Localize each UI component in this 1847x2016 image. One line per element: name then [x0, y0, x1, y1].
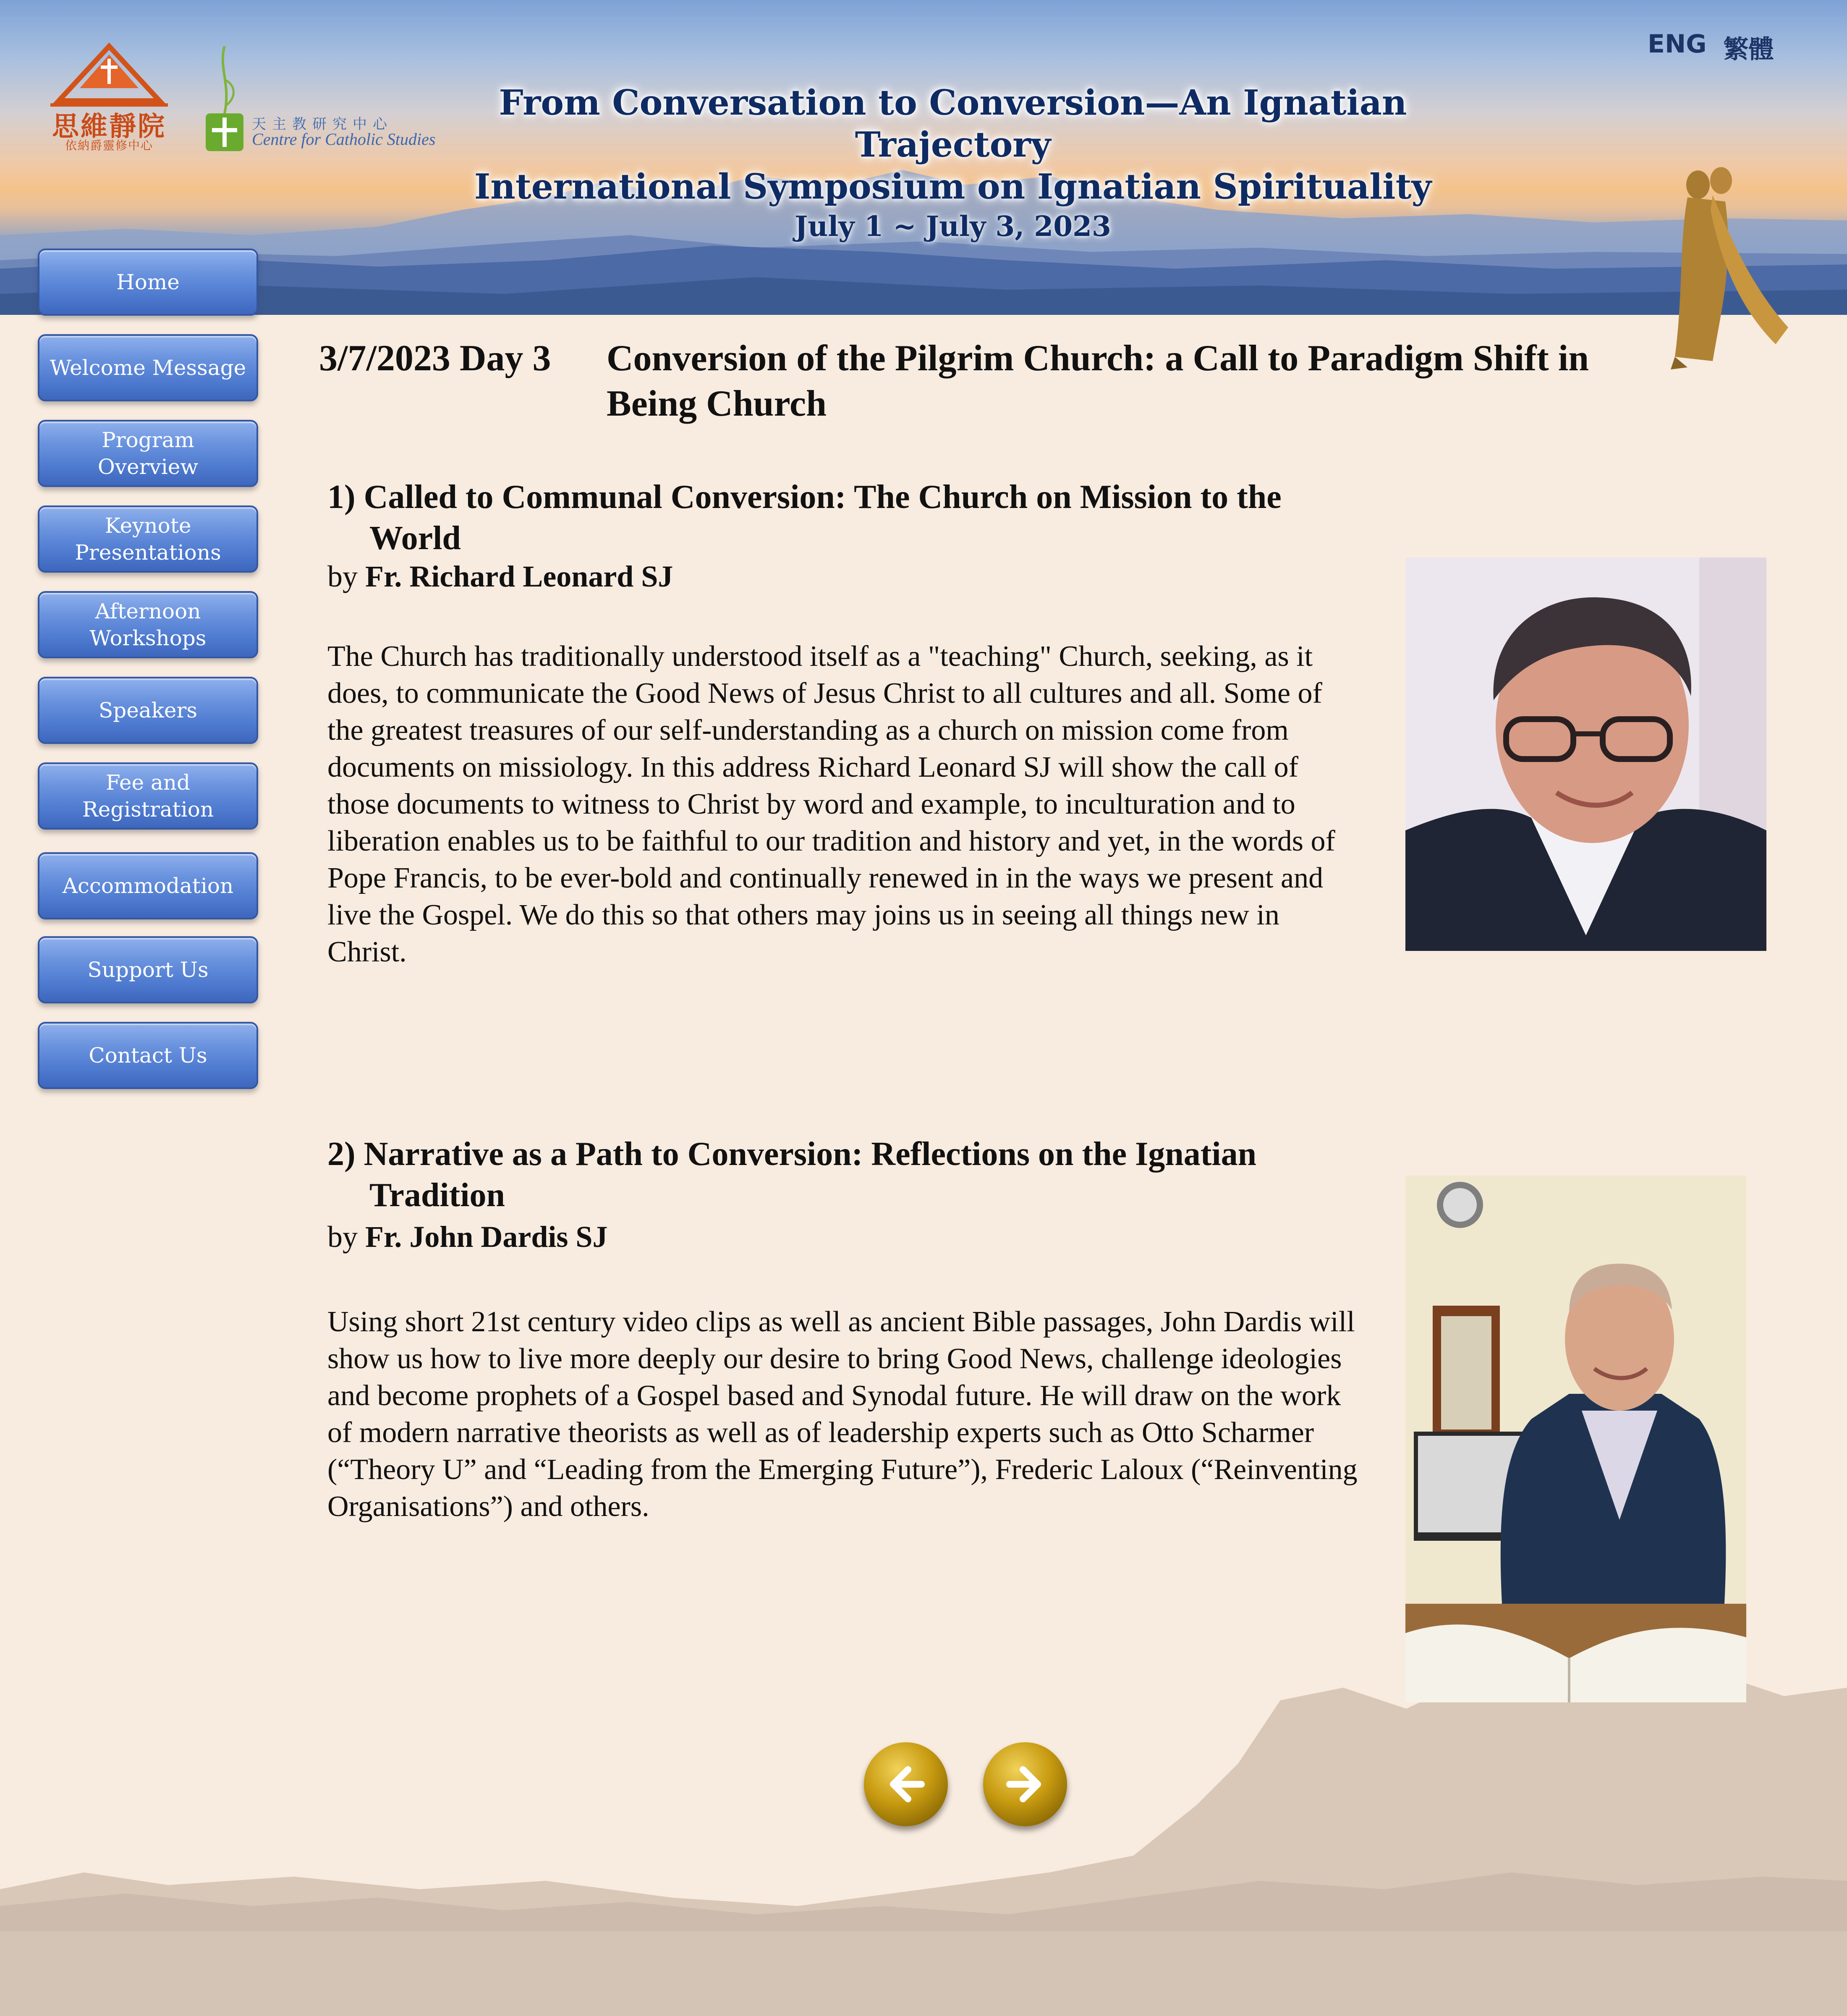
- day-theme-title: Conversion of the Pilgrim Church: a Call to Paradigm Shift in Being Church: [607, 338, 1589, 424]
- sidebar-item-afternoon-workshops[interactable]: [38, 591, 258, 658]
- symposium-title-line1: From Conversation to Conversion—An Ignatian Trajectory: [499, 83, 1407, 165]
- talk-1-speaker: Fr. Richard Leonard SJ: [365, 560, 673, 593]
- talk-2-byline: [327, 1220, 607, 1254]
- sidebar-item-label: Speakers: [98, 698, 198, 723]
- sidebar-item-label: Afternoon Workshops: [89, 599, 207, 650]
- next-page-button[interactable]: [983, 1742, 1067, 1826]
- sidebar-item-home[interactable]: [38, 249, 258, 316]
- sidebar-item-speakers[interactable]: [38, 677, 258, 744]
- speaker-photo-john-dardis: [1405, 1176, 1746, 1702]
- sidebar-item-label: Home: [116, 270, 180, 294]
- arrow-left-icon: [883, 1761, 929, 1807]
- pilgrims-figure-icon: [1662, 160, 1805, 374]
- sidebar-item-label: Support Us: [87, 958, 209, 982]
- prev-page-button[interactable]: [864, 1742, 948, 1826]
- talk-2-speaker: Fr. John Dardis SJ: [365, 1220, 608, 1254]
- sidebar-item-program-overview[interactable]: [38, 420, 258, 487]
- centre-name-english: Centre for Catholic Studies: [252, 130, 436, 149]
- sidebar-item-label: Keynote Presentations: [75, 513, 221, 565]
- lang-eng-link[interactable]: ENG: [1648, 29, 1707, 59]
- centre-name-chinese: 天主教研究中心: [252, 116, 393, 133]
- byline-prefix: by: [327, 560, 358, 593]
- talk-1-title: 1) Called to Communal Conversion: The Church on Mission to the World: [327, 479, 1282, 557]
- language-switcher: [1648, 29, 1774, 65]
- talk-1-description: The Church has traditionally understood itself as a "teaching" Church, seeking, as it does, to communicate the Good News of Jesus Christ to all cultures and all. Some of the greatest treasures of our self-understanding as a church on mission come from documents on missiology. In this address Richard Leonard SJ will show the call of those documents to witness to Christ by word and example, to inculturation and to liberation enables us to be faithful to our tradition and history and yet, in the words of Pope Francis, to be ever-bold and continually renewed in in the ways we present and live the Gospel. We do this so that others may joins us in seeing all things new in Christ.: [327, 640, 1335, 968]
- centre-emblem-icon: [201, 42, 248, 155]
- sidebar-item-label: Program Overview: [97, 428, 199, 479]
- retreat-house-name: 思維靜院: [52, 111, 166, 142]
- sidebar-item-fee-registration[interactable]: [38, 762, 258, 830]
- symposium-dates: July 1 ~ July 3, 2023: [795, 210, 1111, 243]
- retreat-house-subtitle: 依納爵靈修中心: [65, 139, 153, 152]
- speaker-photo-richard-leonard: [1405, 558, 1766, 951]
- symposium-title-line2: International Symposium on Ignatian Spirituality: [474, 167, 1432, 207]
- speaker-portrait-icon: [1405, 1176, 1746, 1702]
- centre-catholic-studies-logo[interactable]: [201, 42, 437, 155]
- byline-prefix: by: [327, 1220, 358, 1254]
- lang-trad-link[interactable]: 繁體: [1723, 35, 1774, 64]
- sidebar-item-keynote-presentations[interactable]: [38, 505, 258, 573]
- retreat-house-emblem-icon: [34, 42, 185, 109]
- sidebar-item-label: Contact Us: [89, 1043, 207, 1068]
- sidebar-item-support-us[interactable]: [38, 936, 258, 1003]
- arrow-right-icon: [1002, 1761, 1048, 1807]
- talk-2-description: Using short 21st century video clips as well as ancient Bible passages, John Dardis will show us how to live more deeply our desire to bring Good News, challenge ideologies and become prophets of a Gospel based and Synodal future. He will draw on the work of modern narrative theorists as well as of leadership experts such as Otto Scharmer (“Theory U” and “Leading from the Emerging Future”), Frederic Laloux (“Reinventing Organisations”) and others.: [327, 1306, 1358, 1523]
- talk-1-byline: [327, 559, 673, 594]
- sidebar-item-contact-us[interactable]: [38, 1022, 258, 1089]
- retreat-house-logo[interactable]: [34, 42, 185, 155]
- talk-2-title: 2) Narrative as a Path to Conversion: Reflections on the Ignatian Tradition: [327, 1136, 1257, 1214]
- header-banner: [0, 0, 1847, 315]
- sidebar-item-label: Welcome Message: [50, 356, 246, 380]
- sidebar-item-welcome-message[interactable]: [38, 334, 258, 401]
- symposium-title: [441, 82, 1465, 208]
- day-date-label: 3/7/2023 Day 3: [319, 338, 551, 379]
- sidebar-item-label: Fee and Registration: [82, 770, 214, 822]
- sidebar-item-accommodation[interactable]: [38, 852, 258, 919]
- sidebar-item-label: Accommodation: [62, 874, 234, 898]
- speaker-portrait-icon: [1405, 558, 1766, 951]
